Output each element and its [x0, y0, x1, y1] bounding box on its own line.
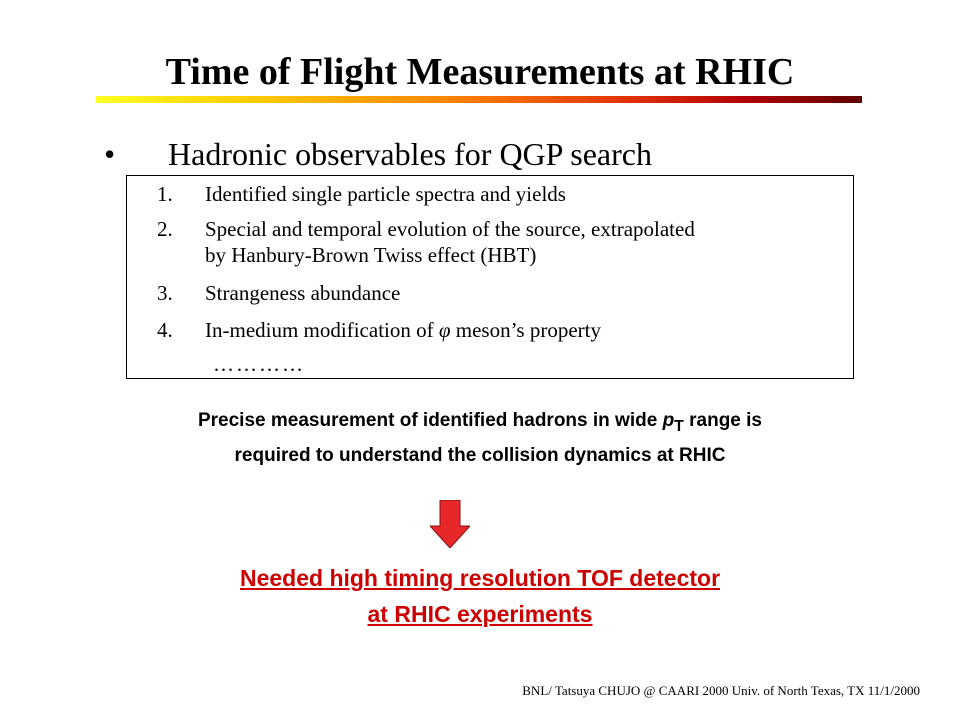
title-gradient-rule: [96, 96, 862, 103]
precise-line-2: required to understand the collision dynamics at RHIC: [234, 444, 726, 466]
pt-subscript: T: [674, 417, 684, 435]
list-number: 2.: [157, 217, 173, 241]
needed-line-2: [0, 596, 960, 632]
precise-line-1: [0, 406, 960, 441]
list-text-before: In-medium modification of: [205, 318, 439, 342]
needed-text: Needed high timing resolution TOF detector: [239, 565, 721, 591]
footer-credit: BNL/ Tatsuya CHUJO @ CAARI 2000 Univ. of North Texas, TX 11/1/2000: [522, 683, 920, 698]
list-text: Special and temporal evolution of the source, extrapolated: [205, 217, 695, 241]
bullet-dot-icon: •: [104, 136, 116, 172]
bullet-text: Hadronic observables for QGP search: [168, 136, 652, 172]
slide-title: Time of Flight Measurements at RHIC: [165, 51, 795, 93]
down-arrow-icon: [430, 500, 470, 548]
list-number: 3.: [157, 281, 173, 305]
phi-symbol: φ: [438, 318, 451, 342]
list-text: [205, 318, 601, 343]
ellipsis: …………: [213, 352, 305, 376]
list-number: 4.: [157, 318, 173, 342]
needed-conclusion: [0, 560, 960, 632]
needed-line-1: [0, 560, 960, 596]
list-number: 1.: [157, 182, 173, 206]
needed-text: at RHIC experiments: [367, 601, 593, 627]
list-text-after: meson’s property: [450, 318, 601, 342]
list-text: Strangeness abundance: [205, 281, 401, 305]
precise-measurement-note: [0, 406, 960, 470]
list-text: Identified single particle spectra and yields: [205, 182, 566, 206]
observables-list-box: [126, 175, 854, 379]
precise-text: Precise measurement of identified hadrons in wide: [197, 410, 663, 431]
list-text: by Hanbury-Brown Twiss effect (HBT): [205, 243, 537, 267]
precise-text: range is: [683, 410, 762, 431]
pt-symbol: p: [662, 410, 675, 431]
